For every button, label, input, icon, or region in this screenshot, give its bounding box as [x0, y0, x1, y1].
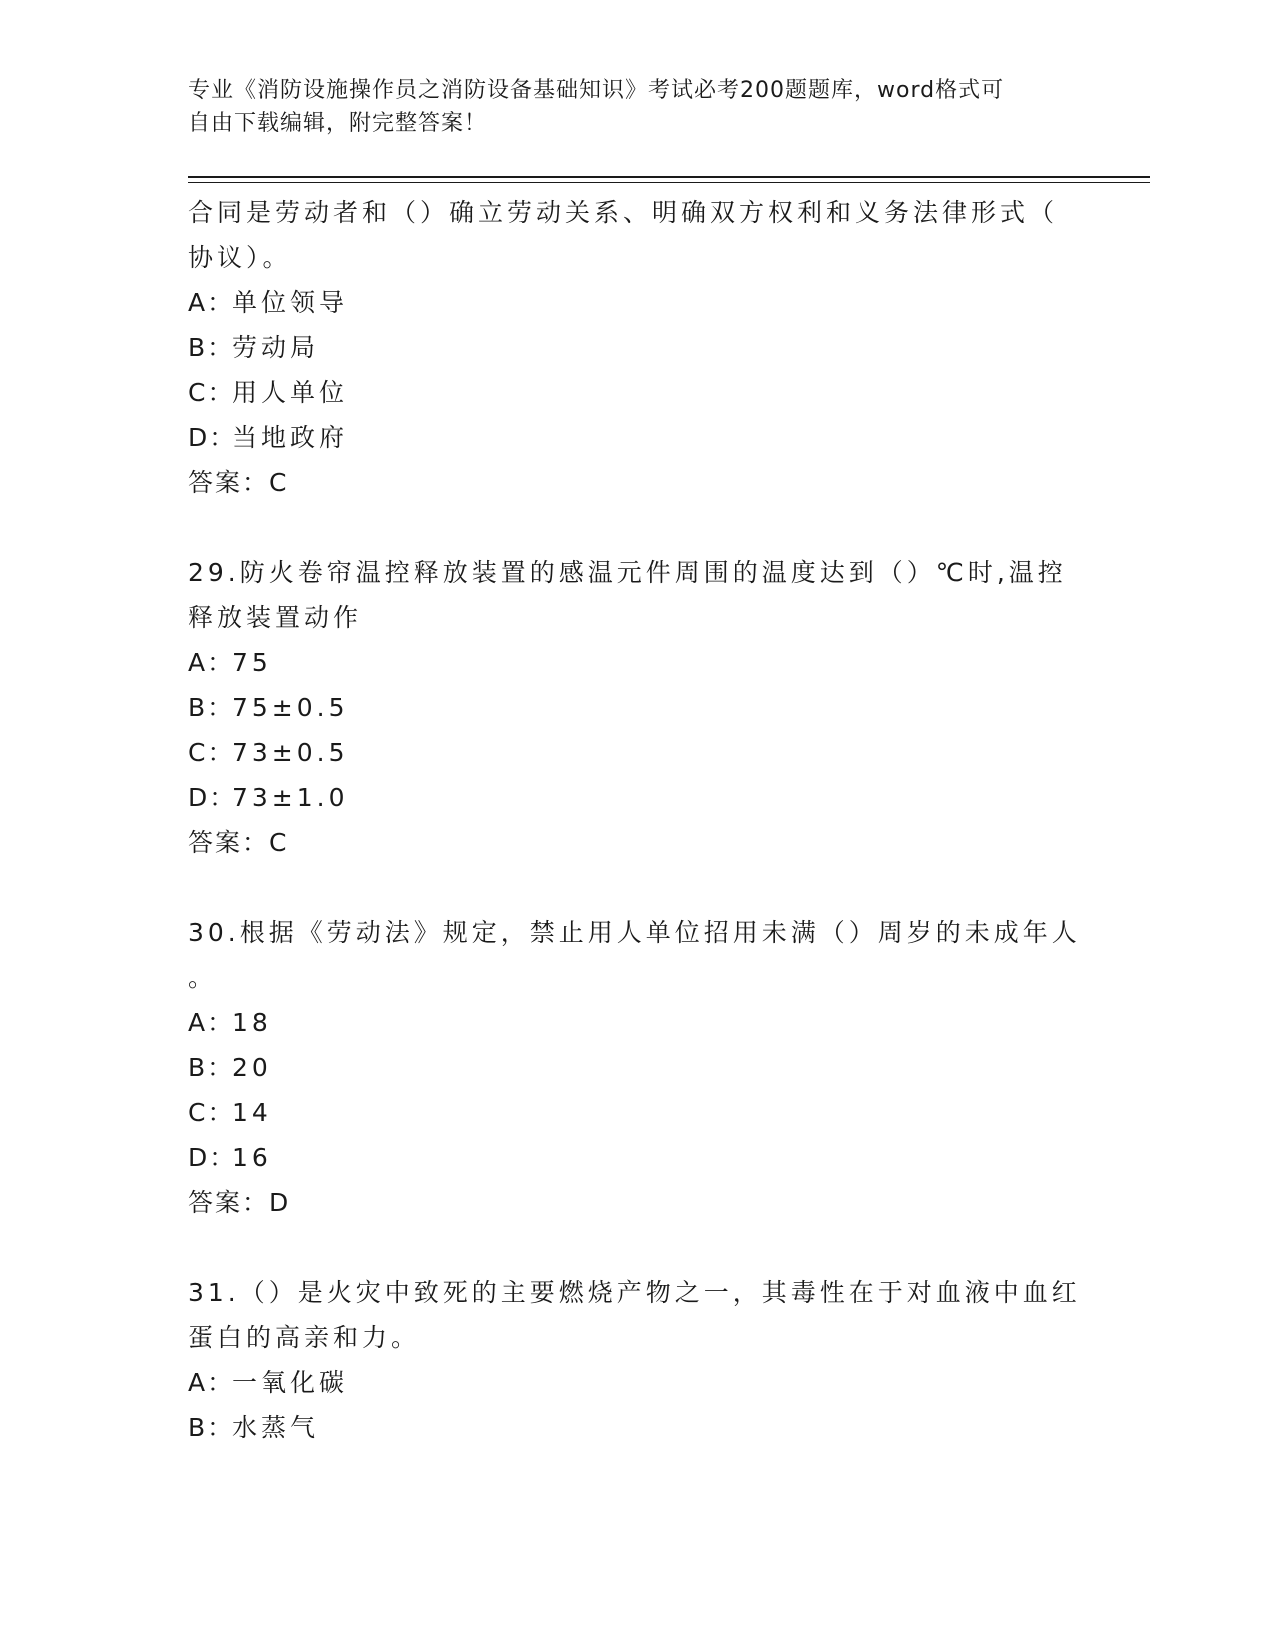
option-value: 75±0.5: [232, 693, 349, 722]
answer-line: 答案：C: [188, 468, 289, 497]
option-value: 75: [232, 648, 272, 677]
option-a: [188, 1360, 1088, 1405]
question-spacer: [188, 865, 1088, 910]
option-value: 一氧化碳: [232, 1368, 349, 1397]
option-value: 单位领导: [232, 288, 349, 317]
option-key: D：: [188, 783, 237, 812]
question-text-line-1: 31.（）是火灾中致死的主要燃烧产物之一，其毒性在于对血液中血红: [188, 1278, 1081, 1307]
option-key: A：: [188, 648, 235, 677]
option-value: 73±1.0: [232, 783, 349, 812]
header-divider-thin: [188, 182, 1150, 183]
option-key: C：: [188, 1098, 235, 1127]
option-value: 14: [232, 1098, 272, 1127]
option-d: [188, 415, 1088, 460]
question-block: [188, 190, 1088, 505]
option-key: D：: [188, 1143, 237, 1172]
option-b: [188, 325, 1088, 370]
option-key: B：: [188, 1413, 235, 1442]
option-key: B：: [188, 1053, 235, 1082]
question-text-line-2: 释放装置动作: [188, 603, 363, 632]
question-spacer: [188, 1225, 1088, 1270]
question-block: [188, 550, 1088, 865]
option-value: 16: [232, 1143, 272, 1172]
option-c: [188, 730, 1088, 775]
option-value: 用人单位: [232, 378, 349, 407]
option-value: 劳动局: [232, 333, 320, 362]
option-b: [188, 685, 1088, 730]
option-key: A：: [188, 288, 235, 317]
answer-line: 答案：C: [188, 828, 289, 857]
option-value: 当地政府: [232, 423, 349, 452]
option-value: 73±0.5: [232, 738, 349, 767]
option-value: 20: [232, 1053, 272, 1082]
option-key: A：: [188, 1008, 235, 1037]
option-c: [188, 1090, 1088, 1135]
option-d: [188, 775, 1088, 820]
question-text-line-2: 蛋白的高亲和力。: [188, 1323, 421, 1352]
option-a: [188, 1000, 1088, 1045]
question-spacer: [188, 505, 1088, 550]
answer-line: 答案：D: [188, 1188, 291, 1217]
header-line-1: 专业《消防设施操作员之消防设备基础知识》考试必考200题题库，word格式可: [188, 78, 1005, 103]
option-b: [188, 1045, 1088, 1090]
option-key: D：: [188, 423, 237, 452]
header-divider-thick: [188, 176, 1150, 178]
option-d: [188, 1135, 1088, 1180]
option-key: B：: [188, 693, 235, 722]
question-text-line-2: 协议）。: [188, 243, 292, 272]
option-key: C：: [188, 738, 235, 767]
option-value: 18: [232, 1008, 272, 1037]
document-header: [188, 74, 1068, 140]
question-block: [188, 910, 1088, 1225]
option-value: 水蒸气: [232, 1413, 320, 1442]
option-key: C：: [188, 378, 235, 407]
question-text-line-1: 29.防火卷帘温控释放装置的感温元件周围的温度达到（）℃时,温控: [188, 558, 1067, 587]
question-block: [188, 1270, 1088, 1450]
header-line-2: 自由下载编辑，附完整答案！: [188, 111, 488, 136]
option-a: [188, 280, 1088, 325]
question-text-line-1: 30.根据《劳动法》规定，禁止用人单位招用未满（）周岁的未成年人: [188, 918, 1081, 947]
option-key: A：: [188, 1368, 235, 1397]
option-a: [188, 640, 1088, 685]
option-key: B：: [188, 333, 235, 362]
option-c: [188, 370, 1088, 415]
question-text-line-1: 合同是劳动者和（）确立劳动关系、明确双方权利和义务法律形式（: [188, 198, 1059, 227]
option-b: [188, 1405, 1088, 1450]
question-list: [188, 190, 1088, 1450]
question-text-line-2: 。: [188, 963, 218, 992]
